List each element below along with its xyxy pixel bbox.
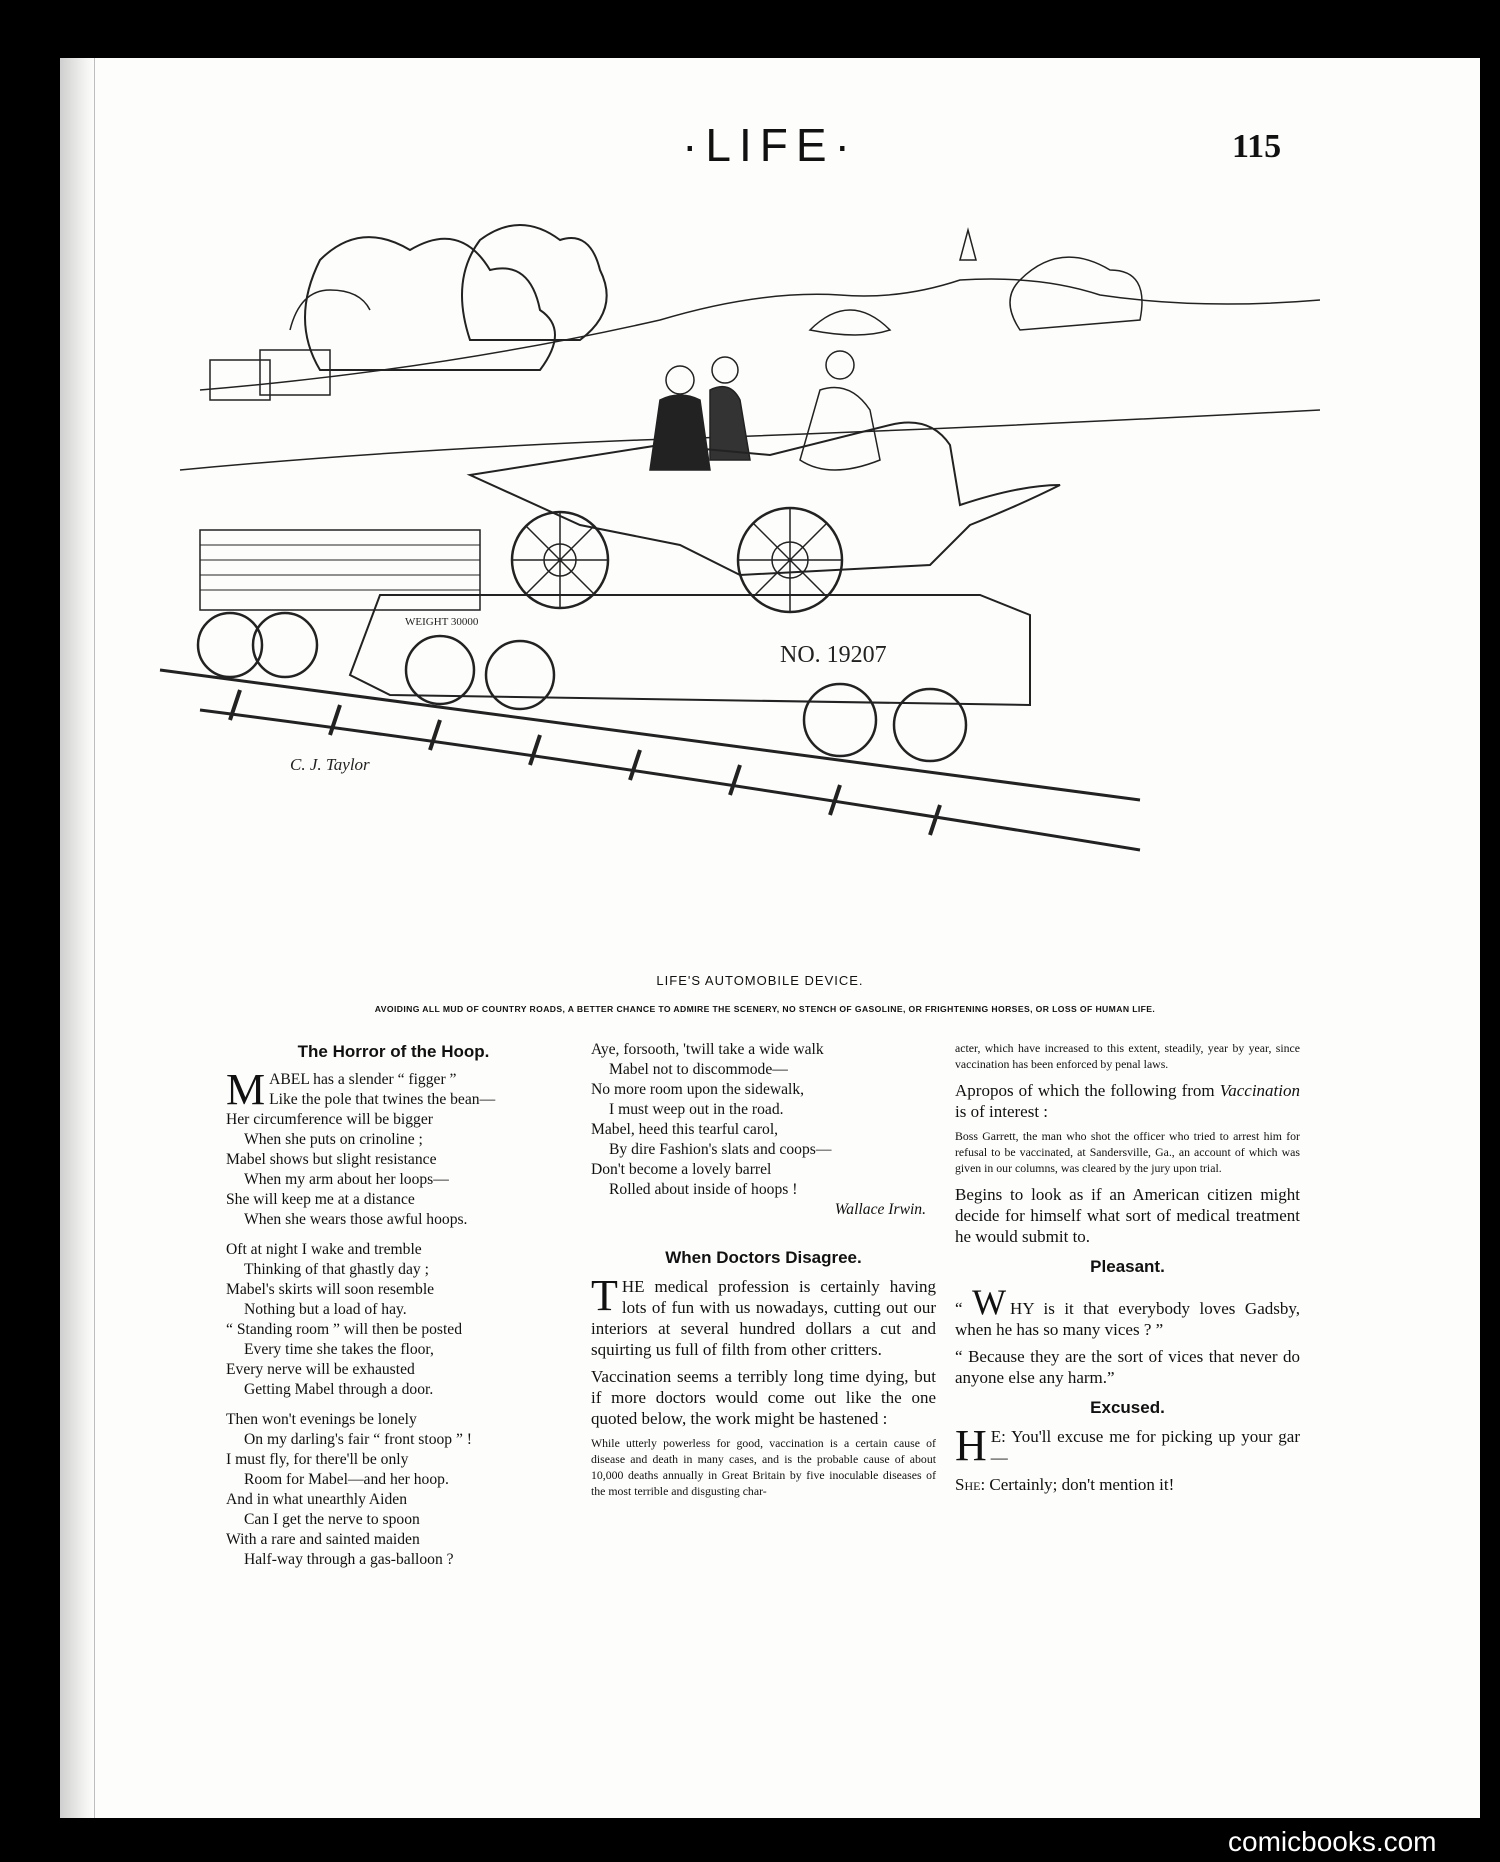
poem-author: Wallace Irwin.	[834, 1201, 926, 1218]
column-3	[955, 1040, 1300, 1501]
cartoon-illustration	[140, 200, 1320, 975]
excused-she	[955, 1474, 1300, 1495]
doctors-paragraph-3	[955, 1080, 1300, 1122]
open-quote: “	[955, 1299, 973, 1318]
poem-line: By dire Fashion's slats and coops—	[609, 1141, 832, 1158]
poem-line: Thinking of that ghastly day ;	[244, 1261, 429, 1278]
poem-line: When she puts on crinoline ;	[244, 1131, 423, 1148]
poem-line: Every nerve will be exhausted	[226, 1361, 415, 1378]
poem-line: When my arm about her loops—	[244, 1171, 449, 1188]
cartoon-subcaption: AVOIDING ALL MUD OF COUNTRY ROADS, A BETTER CHANCE TO ADMIRE THE SCENERY, NO STENCH OF GASOLINE, OR FRIGHTENING HORSES, OR LOSS OF HUMAN LIFE.	[374, 1004, 1156, 1014]
binding-gutter	[60, 58, 95, 1818]
poem-title: The Horror of the Hoop.	[297, 1042, 490, 1061]
column-2	[591, 1040, 936, 1507]
poem-line: Don't become a lovely barrel	[591, 1161, 772, 1178]
poem-line: Mabel, heed this tearful carol,	[591, 1121, 779, 1138]
poem-line: Oft at night I wake and tremble	[226, 1241, 422, 1258]
vaccination-quote: While utterly powerless for good, vaccination is a certain cause of disease and death in many cases, and is the probable cause of about 10,000 deaths annually in Great Britain by five inoculable diseases of the most terrible and disgusting char-	[591, 1436, 936, 1498]
pleasant-title: Pleasant.	[1090, 1257, 1165, 1276]
page-number: 115	[1232, 128, 1282, 165]
poem-line: Rolled about inside of hoops !	[609, 1181, 798, 1198]
pleasant-answer: “ Because they are the sort of vices that never do anyone else any harm.”	[955, 1347, 1300, 1387]
poem-line: And in what unearthly Aiden	[226, 1491, 408, 1508]
paragraph-text: : Certainly; don't mention it!	[980, 1475, 1175, 1494]
poem-line: Every time she takes the floor,	[244, 1341, 434, 1358]
weight-label: WEIGHT 30000	[405, 616, 479, 628]
garrett-quote: Boss Garrett, the man who shot the officer who tried to arrest him for refusal to be vaccinated, at Sandersville, Ga., an account of which was given in our columns, was cleared by the jury upon trial.	[955, 1129, 1300, 1175]
poem-line: Can I get the nerve to spoon	[244, 1511, 420, 1528]
vaccination-quote-continued: acter, which have increased to this extent, steadily, year by year, since vaccination has been enforced by penal laws.	[955, 1041, 1300, 1071]
poem-line: On my darling's fair “ front stoop ” !	[244, 1431, 472, 1448]
artist-signature: C. J. Taylor	[290, 755, 370, 774]
poem-line: ABEL has a slender “ figger ”	[269, 1071, 457, 1088]
column-1	[226, 1040, 561, 1580]
doctors-paragraph-4: Begins to look as if an American citizen might decide for himself what sort of medical treatment he would submit to.	[955, 1185, 1300, 1246]
poem-line: “ Standing room ” will then be posted	[226, 1321, 463, 1338]
poem-line: I must weep out in the road.	[609, 1101, 784, 1118]
source-title: Vaccination	[1219, 1081, 1300, 1100]
poem-line: Mabel shows but slight resistance	[226, 1151, 437, 1168]
poem-line: With a rare and sainted maiden	[226, 1531, 420, 1548]
poem-line: She will keep me at a distance	[226, 1191, 415, 1208]
poem-line: Her circumference will be bigger	[226, 1111, 433, 1128]
poem-line: I must fly, for there'll be only	[226, 1451, 409, 1468]
watermark: comicbooks.com	[1228, 1826, 1437, 1857]
paragraph-text: is of interest :	[955, 1102, 1049, 1121]
paragraph-text: Apropos of which the following from	[955, 1081, 1220, 1100]
poem-line: Then won't evenings be lonely	[226, 1411, 417, 1428]
excused-he	[955, 1421, 1300, 1470]
masthead: ·LIFE·	[682, 119, 858, 171]
excused-title: Excused.	[1090, 1398, 1165, 1417]
drop-cap: W	[972, 1282, 1007, 1322]
pleasant-question	[955, 1282, 1301, 1340]
drop-cap: M	[226, 1065, 266, 1114]
car-number-label: NO. 19207	[780, 642, 887, 668]
poem-line: Nothing but a load of hay.	[244, 1301, 407, 1318]
poem-line: Getting Mabel through a door.	[244, 1381, 434, 1398]
cartoon-caption: LIFE'S AUTOMOBILE DEVICE.	[656, 973, 864, 988]
poem-line: Mabel not to discommode—	[609, 1061, 788, 1078]
doctors-title: When Doctors Disagree.	[665, 1248, 862, 1267]
poem-line: Like the pole that twines the bean—	[269, 1091, 496, 1108]
drop-cap: H	[955, 1421, 987, 1470]
poem-line: Aye, forsooth, 'twill take a wide walk	[591, 1041, 824, 1058]
poem-line: When she wears those awful hoops.	[244, 1211, 468, 1228]
speaker-label: She	[955, 1475, 981, 1494]
poem-line: Half-way through a gas-balloon ?	[244, 1551, 454, 1568]
paragraph-text: E: You'll excuse me for picking up your gar—	[990, 1427, 1300, 1467]
doctors-paragraph-1	[591, 1271, 936, 1360]
poem-line: Mabel's skirts will soon resemble	[226, 1281, 435, 1298]
paragraph-text: HE medical profession is certainly having lots of fun with us nowadays, cutting out our interiors at several hundred dollars a cut and squirting us full of filth from other critters.	[591, 1277, 936, 1359]
poem-line: No more room upon the sidewalk,	[591, 1081, 805, 1098]
drop-cap: T	[591, 1271, 618, 1320]
paragraph-text: HY is it that everybody loves Gadsby, when he has so many vices ? ”	[955, 1299, 1301, 1339]
poem-line: Room for Mabel—and her hoop.	[244, 1471, 449, 1488]
doctors-paragraph-2: Vaccination seems a terribly long time dying, but if more doctors would come out like the one quoted below, the work might be hastened :	[591, 1367, 936, 1428]
